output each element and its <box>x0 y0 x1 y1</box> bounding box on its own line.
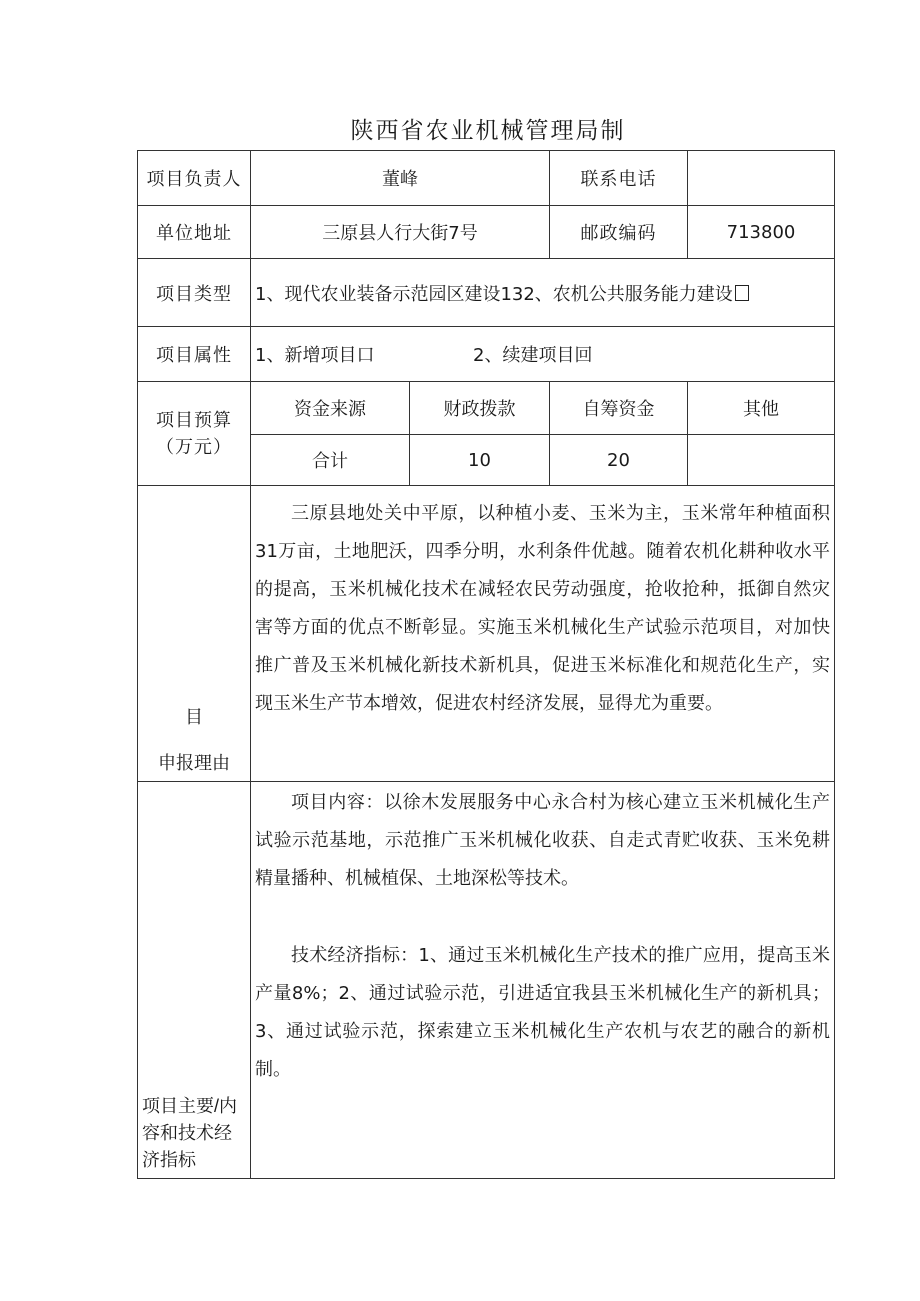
row-content <box>138 782 835 1179</box>
content-label-line3: 济指标 <box>142 1150 196 1170</box>
postcode-value: 713800 <box>688 206 835 259</box>
budget-header-self: 自筹资金 <box>550 382 688 435</box>
row-project-attr <box>138 327 835 382</box>
leader-value: 董峰 <box>251 151 550 206</box>
reason-label-bottom: 申报理由 <box>158 753 230 773</box>
project-attr-value <box>251 327 835 382</box>
content-paragraph-1: 项目内容：以徐木发展服务中心永合村为核心建立玉米机械化生产试验示范基地，示范推广玉米机械化收获、自走式青贮收获、玉米免耕精量播种、机械植保、土地深松等技术。 <box>255 792 830 889</box>
content-text-cell <box>251 782 835 1179</box>
budget-label <box>138 382 251 486</box>
phone-value <box>688 151 835 206</box>
postcode-label: 邮政编码 <box>550 206 688 259</box>
row-reason <box>138 486 835 782</box>
budget-fiscal-value: 10 <box>410 435 550 486</box>
leader-label: 项目负责人 <box>138 151 251 206</box>
content-label <box>138 782 251 1179</box>
budget-other-value <box>688 435 835 486</box>
budget-header-other: 其他 <box>688 382 835 435</box>
reason-text: 三原县地处关中平原，以种植小麦、玉米为主，玉米常年种植面积31万亩，土地肥沃，四季分明，水利条件优越。随着农机化耕种收水平的提高，玉米机械化技术在减轻农民劳动强度，抢收抢种，抵御自然灾害等方面的优点不断彰显。实施玉米机械化生产试验示范项目，对加快推广普及玉米机械化新技术新机具，促进玉米标准化和规范化生产，实现玉米生产节本增效，促进农村经济发展，显得尤为重要。 <box>255 503 830 714</box>
budget-label-line1: 项目预算 <box>156 409 232 431</box>
project-type-label: 项目类型 <box>138 259 251 327</box>
reason-text-cell <box>251 486 835 782</box>
paragraph-gap <box>255 898 830 937</box>
budget-header-source: 资金来源 <box>251 382 410 435</box>
reason-label <box>138 486 251 782</box>
checkbox-icon <box>735 285 749 301</box>
reason-label-top: 目 <box>185 707 203 728</box>
content-label-line1: 项目主要/内 <box>142 1096 238 1116</box>
row-budget-header <box>138 382 835 435</box>
phone-label: 联系电话 <box>550 151 688 206</box>
budget-header-fiscal: 财政拨款 <box>410 382 550 435</box>
application-form-table <box>137 150 835 1179</box>
page-title: 陕西省农业机械管理局制 <box>350 118 626 144</box>
address-value: 三原县人行大街7号 <box>251 206 550 259</box>
row-project-type <box>138 259 835 327</box>
budget-total-label: 合计 <box>251 435 410 486</box>
project-type-text: 1、现代农业装备示范园区建设132、农机公共服务能力建设 <box>255 283 733 305</box>
attr-option-continue: 2、续建项目回 <box>473 345 593 366</box>
budget-self-value: 20 <box>550 435 688 486</box>
budget-label-line2: （万元） <box>156 436 232 458</box>
project-type-value <box>251 259 835 327</box>
row-leader <box>138 151 835 206</box>
project-attr-label: 项目属性 <box>138 327 251 382</box>
attr-option-new: 1、新增项目口 <box>255 345 375 366</box>
content-paragraph-2: 技术经济指标：1、通过玉米机械化生产技术的推广应用，提高玉米产量8%；2、通过试验示范，引进适宜我县玉米机械化生产的新机具；3、通过试验示范，探索建立玉米机械化生产农机与农艺的融合的新机制。 <box>255 945 830 1080</box>
address-label: 单位地址 <box>138 206 251 259</box>
row-address <box>138 206 835 259</box>
content-label-line2: 容和技术经 <box>142 1123 232 1143</box>
